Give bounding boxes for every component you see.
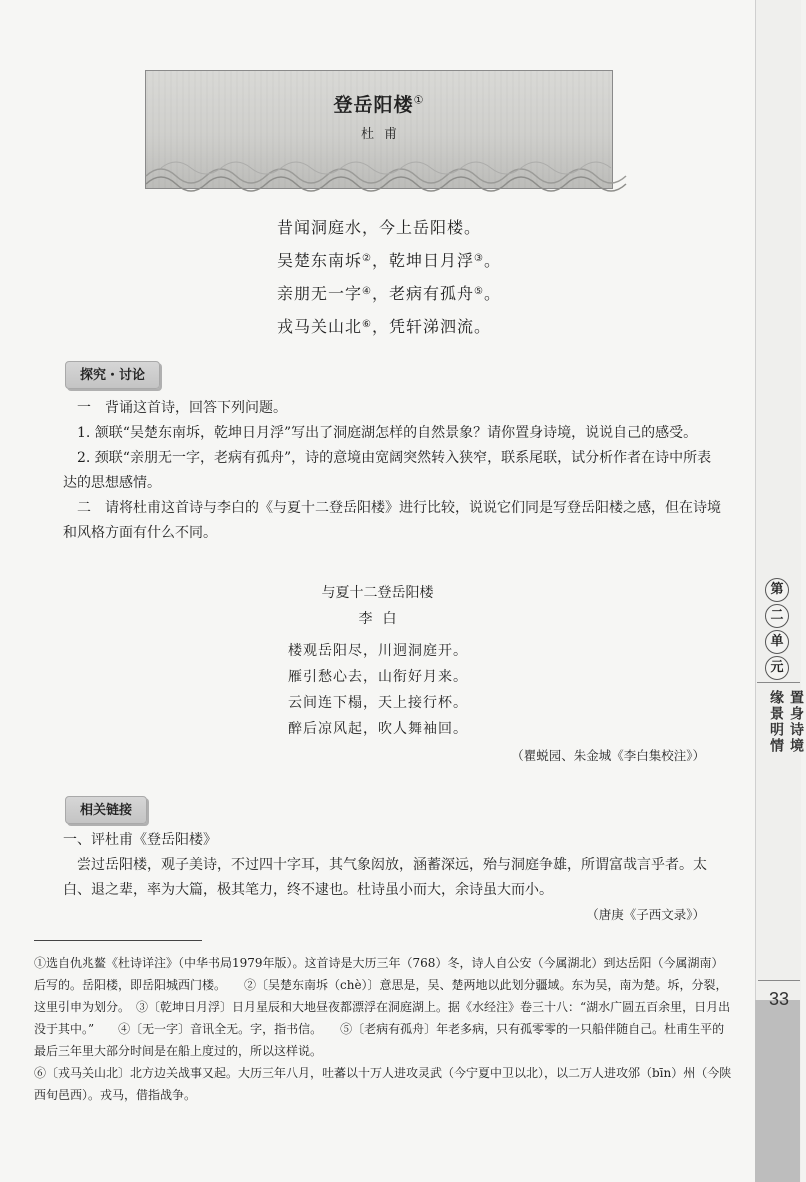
poem-line: 醉后凉风起，吹人舞袖回。 [288,721,468,737]
poem-line: 吴楚东南坼②，乾坤日月浮③。 [277,251,501,270]
margin-shade [755,1000,800,1182]
margin-divider [757,682,800,683]
question-paragraph: 2. 颈联“亲朋无一字，老病有孤舟”，诗的意境由宽阔突然转入狭窄，联系尾联，试分析作者在诗中所表达的思想感情。 [63,450,712,491]
footnote-item: ⑥〔戎马关山北〕北方边关战事又起。大历三年八月，吐蕃以十万人进攻灵武（今宁夏中卫以北），以二万人进攻邠（bīn）州（今陕西旬邑西）。戎马，借指战争。 [34,1066,732,1102]
comparison-poem-body [288,638,468,742]
section-tag-related-links: 相关链接 [65,796,147,824]
unit-theme [766,690,806,768]
comparison-poem-author: 李白 [358,611,407,627]
question-paragraph: 二 请将杜甫这首诗与李白的《与夏十二登岳阳楼》进行比较，说说它们同是写登岳阳楼之感，但在诗境和风格方面有什么不同。 [63,500,721,541]
poem-author: 杜甫 [360,127,407,142]
comparison-poem-title: 与夏十二登岳阳楼 [321,585,434,601]
poem-title: 登岳阳楼① [333,93,425,116]
poem-line: 戎马关山北⑥，凭轩涕泗流。 [277,317,491,336]
footnotes [34,952,734,1106]
page-number: 33 [758,980,800,1010]
question-paragraph: 1. 颔联“吴楚东南坼，乾坤日月浮”写出了洞庭湖怎样的自然景象？请你置身诗境，说说自己的感受。 [77,425,698,441]
poem-line: 云间连下榻，天上接行杯。 [288,695,468,711]
discussion-questions [63,396,723,546]
unit-theme-part: 置身诗境 [788,690,804,754]
poem-line: 楼观岳阳尽，川迥洞庭开。 [288,643,468,659]
unit-char: 元 [765,656,789,680]
related-links-content [63,828,723,903]
unit-label [763,578,793,682]
section-tag-discussion: 探究・讨论 [65,361,160,389]
poem-line: 雁引愁心去，山衔好月来。 [288,669,468,685]
unit-char: 二 [765,604,789,628]
footnote-item: ①选自仇兆鳌《杜诗详注》（中华书局1979年版）。这首诗是大历三年（768）冬，诗人自公安（今属湖北）到达岳阳（今属湖南）后写的。岳阳楼，即岳阳城西门楼。 ②〔吴楚东南坼（chè）〕意思是，吴、楚两地以此划分疆域。东为吴，南为楚。坼，分裂，这里引申为划分。 ③〔乾坤日月浮〕日月星辰和大地昼夜都漂浮在洞庭湖上。据《水经注》卷三十八：“湖水广圆五百余里，日月出没于其中。” ④〔无一字〕音讯全无。字，指书信。 ⑤〔老病有孤舟〕年老多病，只有孤零零的一只船伴随自己。杜甫生平的最后三年里大部分时间是在船上度过的，所以这样说。 [34,956,731,1058]
question-paragraph: 一 背诵这首诗，回答下列问题。 [77,400,287,416]
wave-pattern-decoration [146,148,612,188]
poem-line: 亲朋无一字④，老病有孤舟⑤。 [277,284,501,303]
link-quote-source: （唐庚《子西文录》） [586,907,705,922]
poem-line: 昔闻洞庭水，今上岳阳楼。 [277,218,482,237]
unit-char: 单 [765,630,789,654]
poem-body [277,212,501,342]
title-banner [145,70,613,189]
comparison-poem-source: （瞿蜕园、朱金城《李白集校注》） [511,748,705,763]
link-heading: 一、评杜甫《登岳阳楼》 [63,832,217,848]
link-quote: 尝过岳阳楼，观子美诗，不过四十字耳，其气象闳放，涵蓄深远，殆与洞庭争雄，所谓富哉言乎者。太白、退之辈，率为大篇，极其笔力，终不逮也。杜诗虽小而大，余诗虽大而小。 [63,857,707,898]
unit-char: 第 [765,578,789,602]
unit-theme-part: 缘景明情 [768,690,784,754]
footnote-divider [34,940,202,941]
